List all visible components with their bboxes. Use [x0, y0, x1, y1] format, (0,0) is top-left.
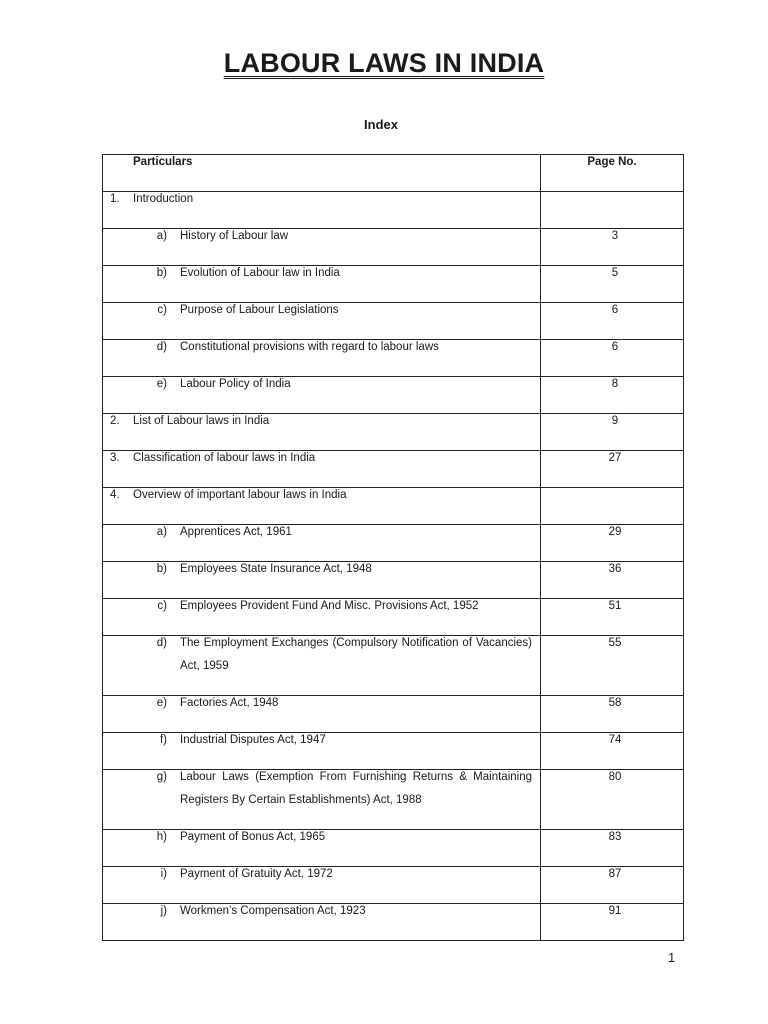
item-label: Labour Laws (Exemption From Furnishing Returns & Maintaining Registers By Certain Establishments) Act, 1988 [180, 771, 532, 806]
particulars-cell-content [103, 377, 540, 413]
item-label: Payment of Gratuity Act, 1972 [180, 868, 333, 880]
table-row [103, 488, 684, 525]
table-row [103, 229, 684, 266]
page-no-cell [541, 599, 684, 636]
index-table [102, 154, 684, 941]
document-title-text: LABOUR LAWS IN INDIA [223, 48, 545, 78]
item-number: g) [156, 771, 167, 783]
table-row [103, 904, 684, 941]
table-row [103, 867, 684, 904]
particulars-cell-content [103, 488, 540, 524]
item-number: 3. [110, 452, 120, 464]
particulars-cell-content [103, 696, 540, 732]
particulars-cell [103, 636, 541, 696]
item-number: d) [156, 341, 167, 353]
page-no-cell [541, 192, 684, 229]
page-no-value: 29 [608, 526, 622, 538]
item-label: The Employment Exchanges (Compulsory Notification of Vacancies) Act, 1959 [180, 637, 532, 672]
item-label: Factories Act, 1948 [180, 697, 279, 709]
item-number: 4. [110, 489, 120, 501]
item-label: Purpose of Labour Legislations [180, 304, 339, 316]
particulars-cell-content [103, 229, 540, 265]
particulars-cell [103, 867, 541, 904]
table-row [103, 414, 684, 451]
page-no-cell [541, 636, 684, 696]
page-no-cell [541, 303, 684, 340]
particulars-cell-content [103, 525, 540, 561]
page-no-cell [541, 830, 684, 867]
table-row [103, 525, 684, 562]
page-no-value: 55 [608, 637, 622, 649]
item-label: Payment of Bonus Act, 1965 [180, 831, 326, 843]
page-no-value: 83 [608, 831, 622, 843]
page-no-cell [541, 488, 684, 525]
particulars-cell-content [103, 562, 540, 598]
page-no-value: 9 [611, 415, 619, 427]
particulars-cell-content [103, 733, 540, 769]
page-no-value: 8 [611, 378, 619, 390]
item-label: Employees State Insurance Act, 1948 [180, 563, 372, 575]
particulars-cell [103, 192, 541, 229]
item-number: j) [160, 905, 167, 917]
page-no-value: 36 [608, 563, 622, 575]
item-label: Apprentices Act, 1961 [180, 526, 292, 538]
item-label: Constitutional provisions with regard to labour laws [180, 341, 439, 353]
particulars-cell-content [103, 266, 540, 302]
item-label: Classification of labour laws in India [133, 452, 316, 464]
header-particulars-label: Particulars [133, 156, 193, 168]
particulars-cell [103, 340, 541, 377]
table-row [103, 733, 684, 770]
page-no-value: 58 [608, 697, 622, 709]
item-number: b) [156, 563, 167, 575]
page-no-value: 87 [608, 868, 622, 880]
particulars-cell-content [103, 867, 540, 903]
particulars-cell [103, 229, 541, 266]
particulars-cell [103, 562, 541, 599]
header-particulars [103, 155, 541, 192]
page-no-cell [541, 562, 684, 599]
particulars-cell [103, 377, 541, 414]
item-label: Labour Policy of India [180, 378, 291, 390]
particulars-cell-content [103, 451, 540, 487]
particulars-cell [103, 830, 541, 867]
table-row [103, 636, 684, 696]
item-number: e) [156, 378, 167, 390]
page-number: 1 [668, 950, 676, 965]
particulars-cell [103, 733, 541, 770]
page-no-value: 6 [611, 341, 619, 353]
item-number: c) [157, 304, 167, 316]
item-label: History of Labour law [180, 230, 289, 242]
table-row [103, 377, 684, 414]
item-label: Overview of important labour laws in India [133, 489, 347, 501]
table-row [103, 266, 684, 303]
particulars-cell [103, 770, 541, 830]
page-no-value: 91 [608, 905, 622, 917]
item-number: f) [159, 734, 167, 746]
page-no-cell [541, 904, 684, 941]
particulars-cell-content [103, 830, 540, 866]
table-row [103, 696, 684, 733]
page-no-value: 74 [608, 734, 622, 746]
page-no-cell [541, 770, 684, 830]
particulars-cell-content [103, 414, 540, 450]
table-row [103, 599, 684, 636]
index-table-header [103, 155, 684, 192]
item-label: Workmen’s Compensation Act, 1923 [180, 905, 366, 917]
item-number: c) [157, 600, 167, 612]
page-no-cell [541, 696, 684, 733]
particulars-cell [103, 451, 541, 488]
particulars-cell [103, 696, 541, 733]
particulars-cell [103, 488, 541, 525]
particulars-cell-content [103, 192, 540, 228]
item-label: Industrial Disputes Act, 1947 [180, 734, 326, 746]
particulars-cell [103, 599, 541, 636]
page-no-value: 27 [608, 452, 622, 464]
page-no-cell [541, 340, 684, 377]
page-no-cell [541, 229, 684, 266]
item-number: 1. [110, 193, 120, 205]
item-number: d) [156, 637, 167, 649]
document-title [0, 48, 768, 79]
table-row [103, 830, 684, 867]
item-label: Employees Provident Fund And Misc. Provisions Act, 1952 [180, 600, 479, 612]
page-no-value: 51 [608, 600, 622, 612]
page-no-cell [541, 733, 684, 770]
particulars-cell-content [103, 904, 540, 940]
table-row [103, 770, 684, 830]
page-no-value: 6 [611, 304, 619, 316]
page-no-value: 3 [611, 230, 619, 242]
particulars-cell-content [103, 770, 540, 829]
particulars-cell [103, 525, 541, 562]
page-no-cell [541, 451, 684, 488]
item-number: 2. [110, 415, 120, 427]
particulars-cell [103, 414, 541, 451]
table-row [103, 451, 684, 488]
page-no-value: 5 [611, 267, 619, 279]
table-row [103, 562, 684, 599]
item-number: a) [156, 526, 167, 538]
item-number: e) [156, 697, 167, 709]
page-no-cell [541, 414, 684, 451]
page-no-value [541, 488, 683, 489]
particulars-cell [103, 303, 541, 340]
header-page-no-label: Page No. [587, 156, 637, 168]
item-number: b) [156, 267, 167, 279]
index-heading: Index [364, 117, 398, 132]
item-label: List of Labour laws in India [133, 415, 270, 427]
header-page-no [541, 155, 684, 192]
item-label: Evolution of Labour law in India [180, 267, 340, 279]
item-label: Introduction [133, 193, 194, 205]
page-no-cell [541, 377, 684, 414]
page-no-cell [541, 867, 684, 904]
particulars-cell [103, 904, 541, 941]
page-no-value [541, 192, 683, 193]
table-row [103, 192, 684, 229]
item-number: i) [160, 868, 167, 880]
page-no-cell [541, 525, 684, 562]
item-number: a) [156, 230, 167, 242]
table-row [103, 340, 684, 377]
particulars-cell-content [103, 340, 540, 376]
particulars-cell [103, 266, 541, 303]
particulars-cell-content [103, 599, 540, 635]
page-no-value: 80 [608, 771, 622, 783]
item-number: h) [156, 831, 167, 843]
particulars-cell-content [103, 303, 540, 339]
particulars-cell-content [103, 636, 540, 695]
table-row [103, 303, 684, 340]
page-no-cell [541, 266, 684, 303]
